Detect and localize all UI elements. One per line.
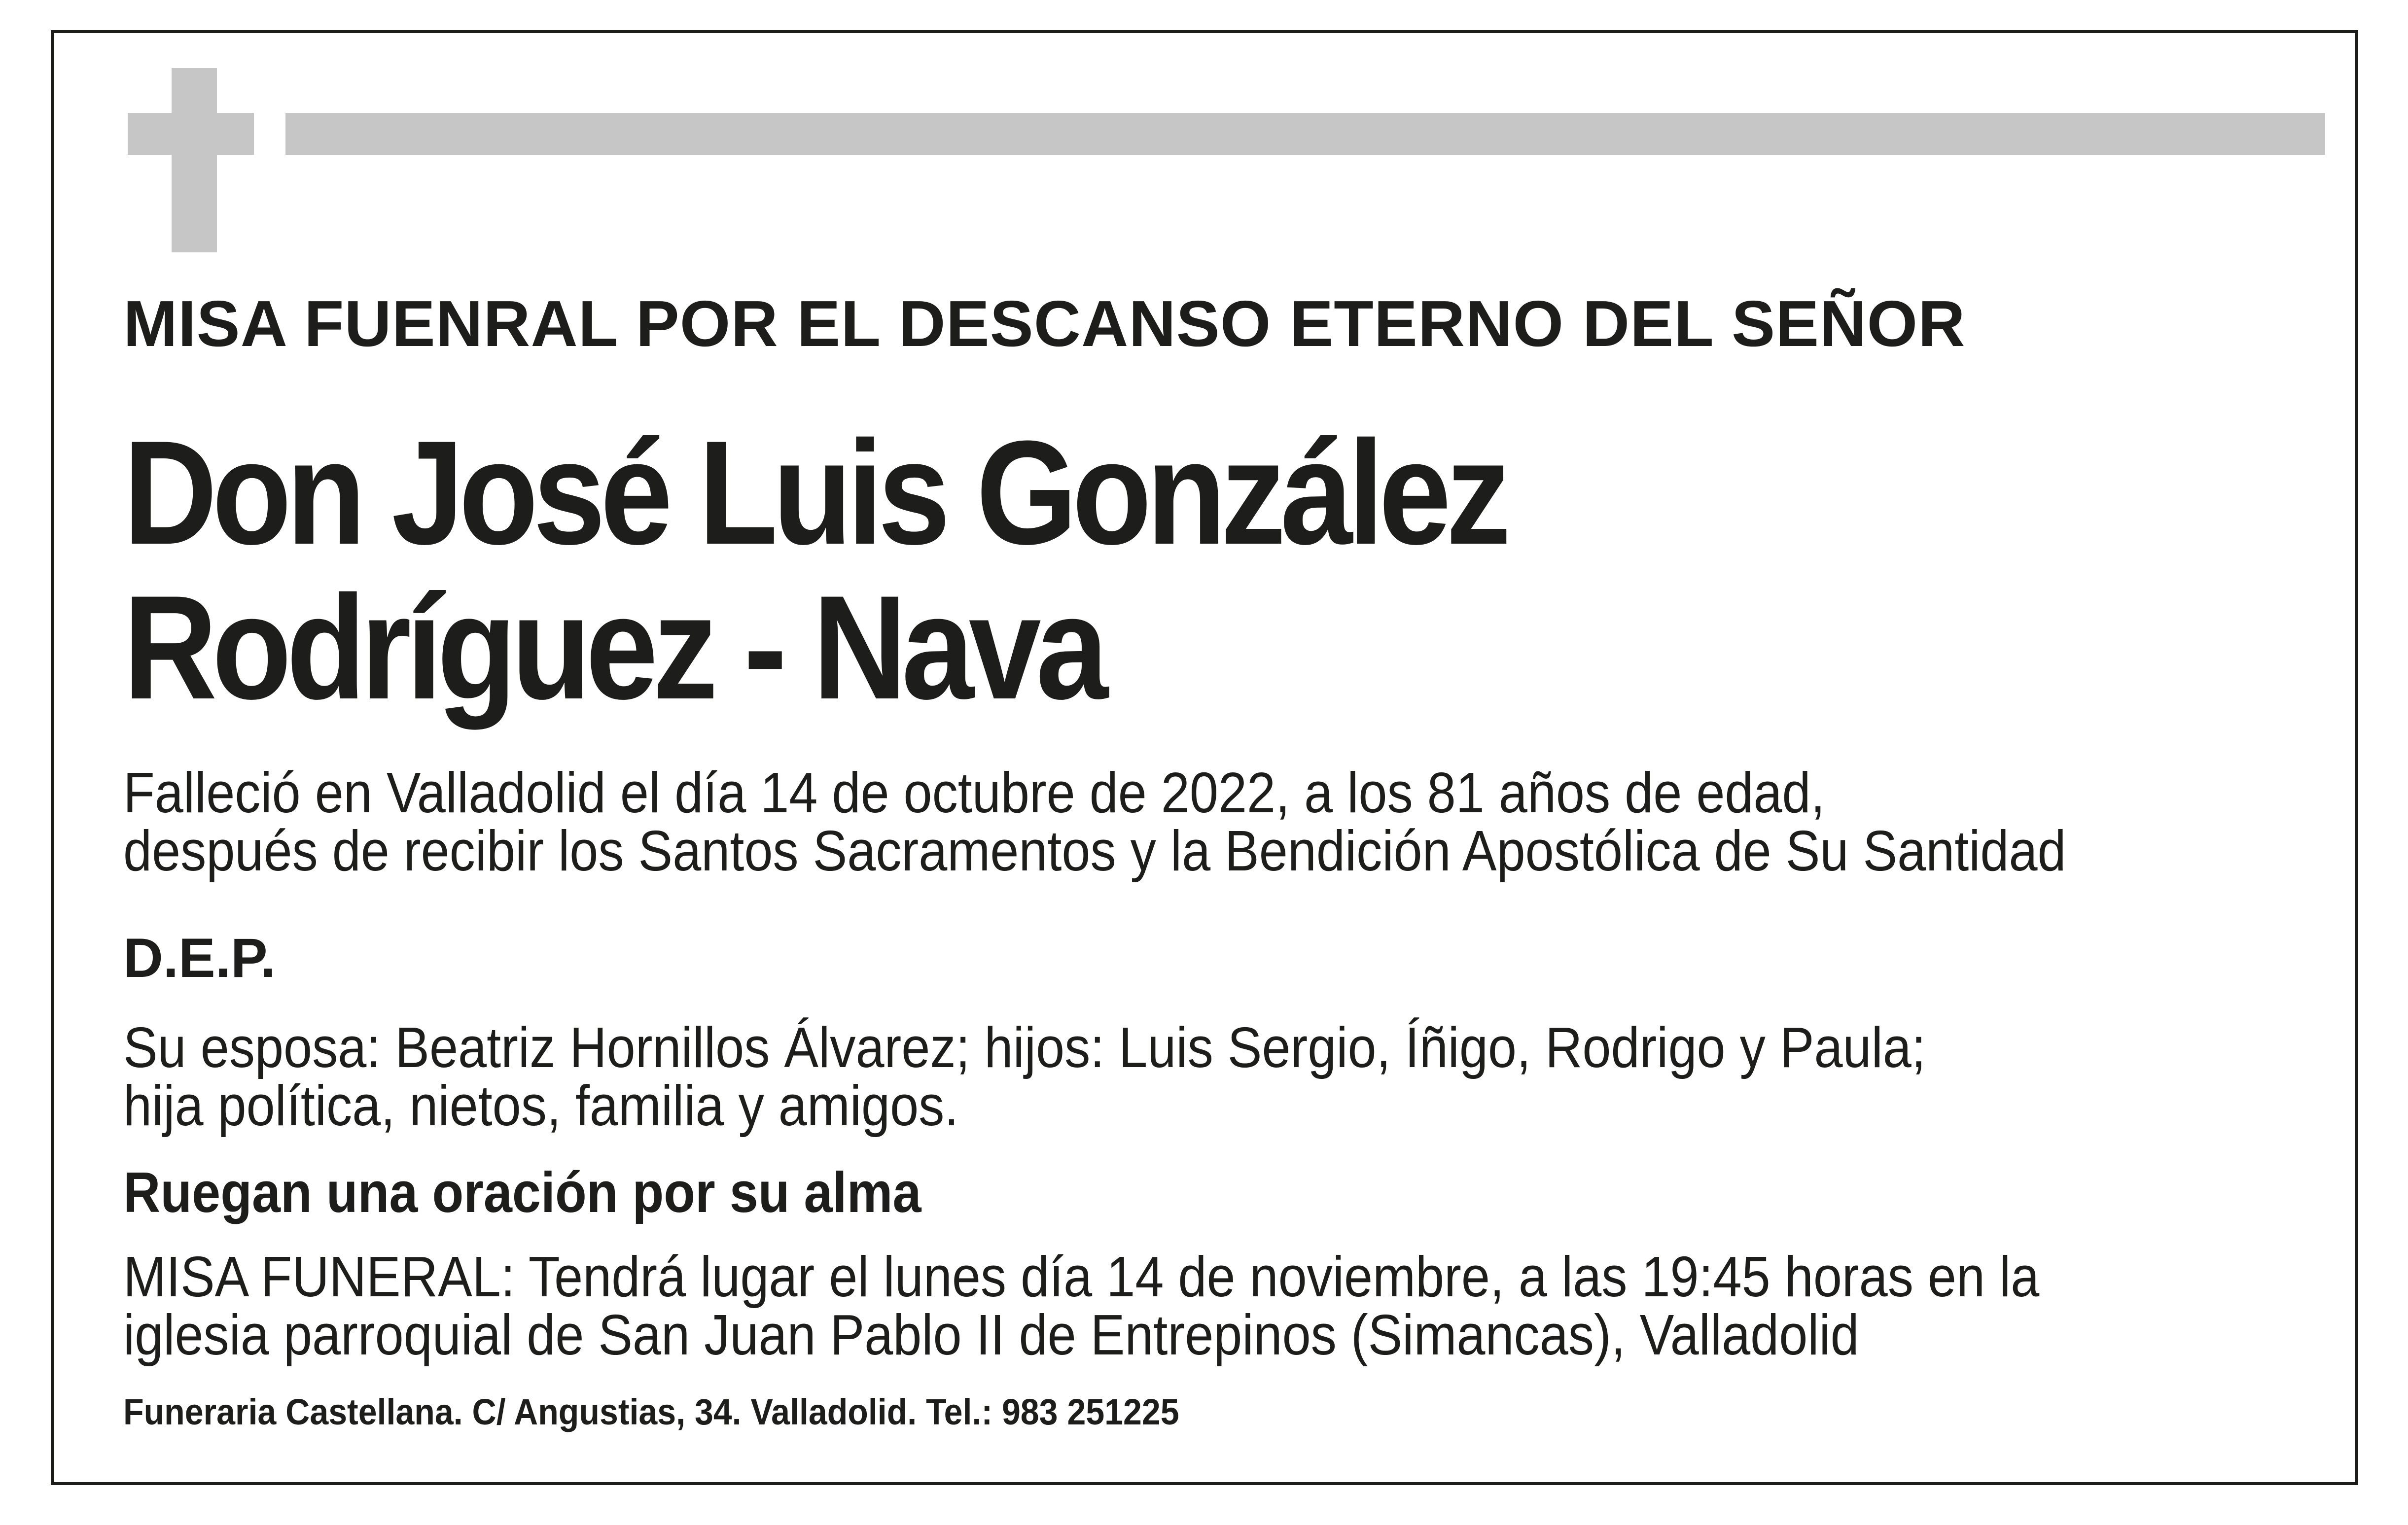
funeral-home-footer: Funeraria Castellana. C/ Angustias, 34. Valladolid. Tel.: 983 251225: [123, 1391, 1179, 1432]
funeral-mass-info: [123, 1245, 2040, 1367]
heading: MISA FUENRAL POR EL DESCANSO ETERNO DEL SEÑOR: [123, 287, 1966, 360]
funeral-mass-line-2: iglesia parroquial de San Juan Pablo II de Entrepinos (Simancas), Valladolid: [123, 1303, 1859, 1367]
family-list-line-1: Su esposa: Beatriz Hornillos Álvarez; hijos: Luis Sergio, Íñigo, Rodrigo y Paula;: [123, 1015, 1926, 1079]
dep-label: D.E.P.: [123, 927, 276, 989]
death-notice-line-2: después de recibir los Santos Sacramentos y la Bendición Apostólica de Su Santidad: [123, 819, 2066, 883]
deceased-name: [123, 410, 1506, 730]
death-notice-line-1: Falleció en Valladolid el día 14 de octubre de 2022, a los 81 años de edad,: [123, 761, 1825, 825]
deceased-name-line-2: Rodríguez - Nava: [123, 564, 1103, 730]
prayer-request: Ruegan una oración por su alma: [123, 1160, 921, 1224]
death-notice: [123, 761, 2066, 883]
deceased-name-line-1: Don José Luis González: [123, 410, 1506, 575]
family-list-line-2: hija política, nietos, familia y amigos.: [123, 1074, 959, 1138]
funeral-mass-line-1: MISA FUNERAL: Tendrá lugar el lunes día 14 de noviembre, a las 19:45 horas en la: [123, 1245, 2040, 1309]
cross-vertical-bar: [172, 68, 217, 252]
family-list: [123, 1015, 1926, 1138]
cross-horizontal-bar: [128, 113, 254, 155]
header-divider-bar: [285, 113, 2325, 155]
